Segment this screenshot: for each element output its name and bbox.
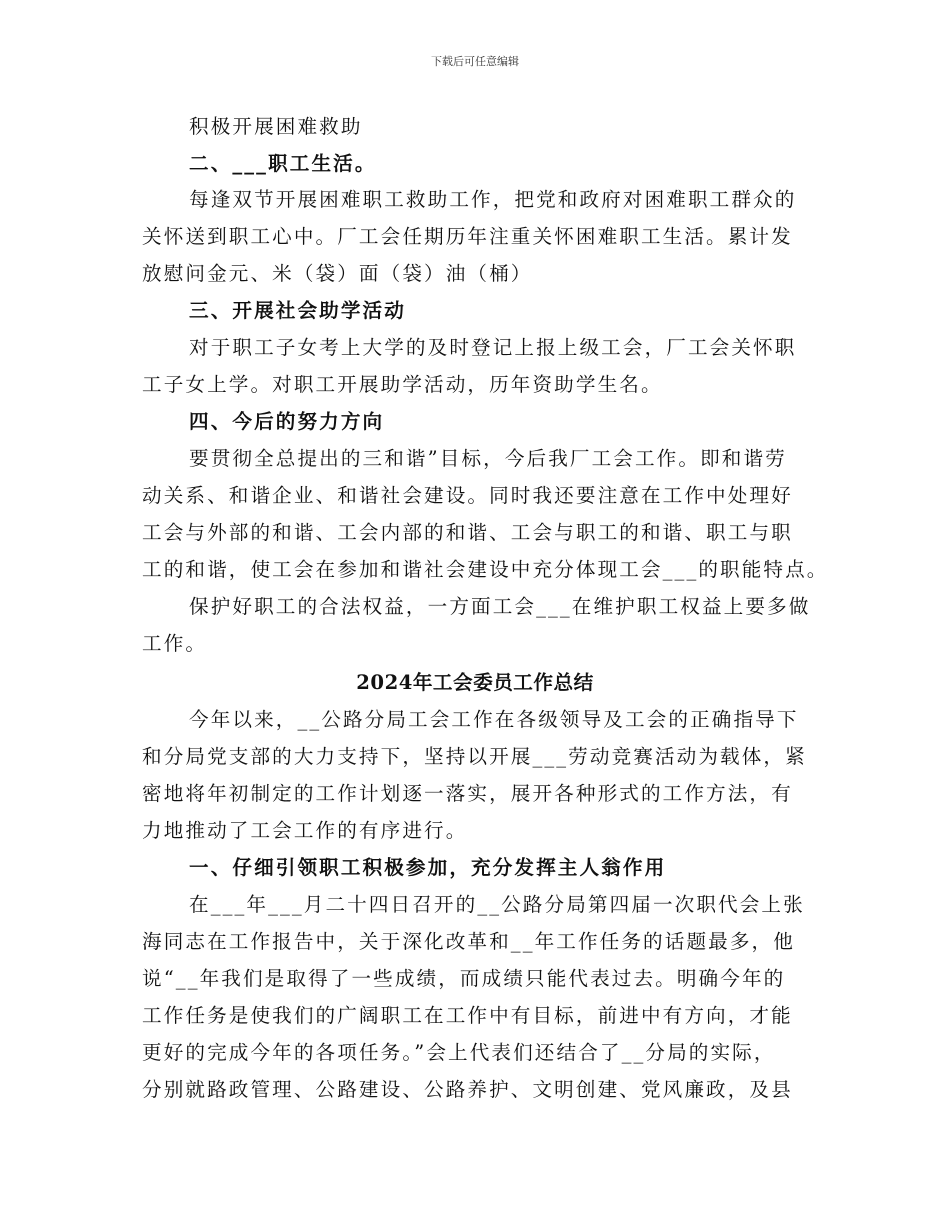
paragraph-line: 密地将年初制定的工作计划逐一落实，展开各种形式的工作方法，有 <box>142 782 793 805</box>
paragraph-line: 对于职工子女考上大学的及时登记上报上级工会，厂工会关怀职 <box>189 336 797 359</box>
paragraph-line: 工作。 <box>142 632 208 655</box>
section-heading-1: 一、仔细引领职工积极参加，充分发挥主人翁作用 <box>189 856 667 879</box>
page-header-note: 下载后可任意编辑 <box>431 55 519 68</box>
section-heading-4: 四、今后的努力方向 <box>189 410 385 433</box>
paragraph-line: 保护好职工的合法权益，一方面工会___在维护职工权益上要多做 <box>189 595 811 618</box>
paragraph-line: 积极开展困难救助 <box>189 115 363 138</box>
paragraph-line: 说“__年我们是取得了一些成绩，而成绩只能代表过去。明确今年的 <box>142 967 786 990</box>
paragraph-line: 分别就路政管理、公路建设、公路养护、文明创建、党风廉政，及县 <box>142 1078 793 1101</box>
paragraph-line: 今年以来，__公路分局工会工作在各级领导及工会的正确指导下 <box>189 708 799 731</box>
paragraph-line: 每逢双节开展困难职工救助工作，把党和政府对困难职工群众的 <box>189 188 797 211</box>
paragraph-line: 海同志在工作报告中，关于深化改革和__年工作任务的话题最多，他 <box>142 930 795 953</box>
section-heading-3: 三、开展社会助学活动 <box>189 299 406 322</box>
paragraph-line: 工的和谐，使工会在参加和谐社会建设中充分体现工会___的职能特点。 <box>142 558 829 581</box>
paragraph-line: 关怀送到职工心中。厂工会任期历年注重关怀困难职工生活。累计发 <box>142 225 793 248</box>
paragraph-line: 在___年___月二十四日召开的__公路分局第四届一次职代会上张 <box>189 893 805 916</box>
paragraph-line: 工会与外部的和谐、工会内部的和谐、工会与职工的和谐、职工与职 <box>142 521 793 544</box>
paragraph-line: 工作任务是使我们的广阔职工在工作中有目标，前进中有方向，才能 <box>142 1004 793 1027</box>
document-title: 2024年工会委员工作总结 <box>356 671 594 694</box>
paragraph-line: 和分局党支部的大力支持下，坚持以开展___劳动竞赛活动为载体，紧 <box>142 745 807 768</box>
paragraph-line: 放慰问金元、米（袋）面（袋）油（桶） <box>142 262 533 285</box>
section-heading-2: 二、___职工生活。 <box>189 152 377 175</box>
paragraph-line: 动关系、和谐企业、和谐社会建设。同时我还要注意在工作中处理好 <box>142 484 793 507</box>
paragraph-line: 力地推动了工会工作的有序进行。 <box>142 819 468 842</box>
paragraph-line: 更好的完成今年的各项任务。”会上代表们还结合了__分局的实际， <box>142 1041 776 1064</box>
paragraph-line: 要贯彻全总提出的三和谐”目标，今后我厂工会工作。即和谐劳 <box>189 447 787 470</box>
paragraph-line: 工子女上学。对职工开展助学活动，历年资助学生名。 <box>142 373 663 396</box>
